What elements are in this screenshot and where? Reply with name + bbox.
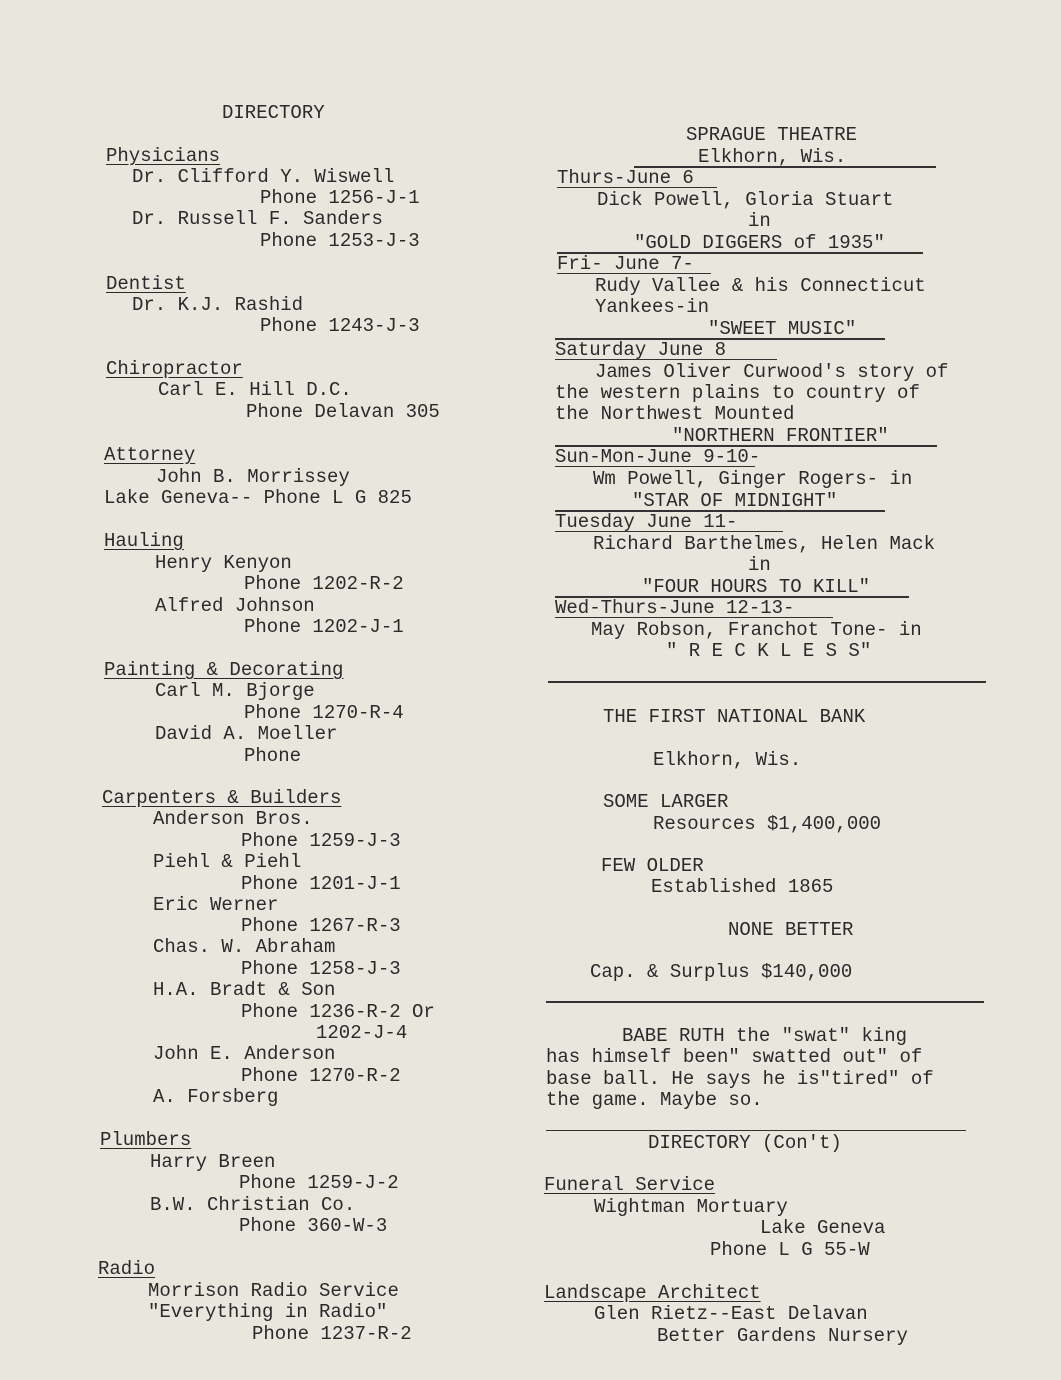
show-date: Tuesday June 11- [555,511,738,533]
show-cast: Dick Powell, Gloria Stuart [597,189,894,211]
painting-name: David A. Moeller [155,723,338,745]
babe-ruth-text: has himself been" swatted out" of [546,1046,923,1068]
section-divider [548,681,986,683]
show-title: " R E C K L E S S" [666,640,872,662]
carpenter-name: John E. Anderson [153,1043,336,1065]
carpenter-name: Piehl & Piehl [153,851,302,873]
bank-location: Elkhorn, Wis. [653,749,802,771]
attorney-heading: Attorney [104,444,196,466]
carpenter-name: Anderson Bros. [153,808,313,830]
carpenter-name: Chas. W. Abraham [153,936,336,958]
physician-name: Dr. Clifford Y. Wiswell [132,166,395,188]
carpenter-phone-alt: 1202-J-4 [316,1022,408,1044]
divider [555,466,755,467]
funeral-heading: Funeral Service [544,1174,716,1196]
radio-slogan: "Everything in Radio" [148,1301,388,1323]
carpenter-phone: Phone 1267-R-3 [241,915,401,937]
painting-phone: Phone 1270-R-4 [244,702,404,724]
chiropractor-heading: Chiropractor [106,358,243,380]
painting-phone: Phone [244,745,302,767]
show-title: "NORTHERN FRONTIER" [672,425,889,447]
chiropractor-name: Carl E. Hill D.C. [158,379,352,401]
bank-older-head: FEW OLDER [601,855,704,877]
bank-name: THE FIRST NATIONAL BANK [603,706,866,728]
theatre-title: SPRAGUE THEATRE [686,124,858,146]
show-title: "FOUR HOURS TO KILL" [642,576,871,598]
section-divider [546,1001,984,1003]
chiropractor-phone: Phone Delavan 305 [246,401,440,423]
plumber-name: Harry Breen [150,1151,276,1173]
section-divider [546,1130,966,1131]
plumbers-heading: Plumbers [100,1129,192,1151]
show-cast: May Robson, Franchot Tone- in [591,619,922,641]
show-date: Thurs-June 6 [557,167,694,189]
divider [557,187,717,188]
carpenter-phone: Phone 1259-J-3 [241,830,401,852]
show-date: Sun-Mon-June 9-10- [555,446,761,468]
show-date: Wed-Thurs-June 12-13- [555,597,795,619]
landscape-name: Glen Rietz--East Delavan [594,1303,868,1325]
dentist-heading: Dentist [106,273,186,295]
babe-ruth-text: the game. Maybe so. [546,1089,763,1111]
babe-ruth-text: BABE RUTH the "swat" king [622,1025,908,1047]
show-in: in [748,210,771,232]
hauling-name: Henry Kenyon [155,552,292,574]
show-title: "SWEET MUSIC" [708,318,857,340]
hauling-name: Alfred Johnson [155,595,315,617]
show-date: Fri- June 7- [557,253,694,275]
bank-surplus: Cap. & Surplus $140,000 [590,961,853,983]
plumber-phone: Phone 1259-J-2 [239,1172,399,1194]
show-description: James Oliver Curwood's story of [595,361,949,383]
physician-phone: Phone 1253-J-3 [260,230,420,252]
physician-phone: Phone 1256-J-1 [260,187,420,209]
carpenter-phone: Phone 1201-J-1 [241,873,401,895]
radio-heading: Radio [98,1258,156,1280]
plumber-phone: Phone 360-W-3 [239,1215,388,1237]
show-title: "STAR OF MIDNIGHT" [632,490,838,512]
physicians-heading: Physicians [106,145,221,167]
show-title: "GOLD DIGGERS of 1935" [634,232,885,254]
carpenter-phone: Phone 1270-R-2 [241,1065,401,1087]
hauling-heading: Hauling [104,530,184,552]
funeral-location: Lake Geneva [760,1217,886,1239]
bank-resources: Resources $1,400,000 [653,813,882,835]
show-in: in [748,554,771,576]
divider [555,359,777,360]
hauling-phone: Phone 1202-J-1 [244,616,404,638]
dentist-phone: Phone 1243-J-3 [260,315,420,337]
bank-larger-head: SOME LARGER [603,791,729,813]
show-description: the Northwest Mounted [555,403,795,425]
divider [555,617,833,618]
funeral-name: Wightman Mortuary [594,1196,788,1218]
theatre-location: Elkhorn, Wis. [698,146,847,168]
babe-ruth-text: base ball. He says he is"tired" of [546,1068,934,1090]
divider [557,273,711,274]
attorney-phone: Lake Geneva-- Phone L G 825 [104,487,412,509]
carpenter-name: A. Forsberg [153,1086,279,1108]
attorney-name: John B. Morrissey [156,466,350,488]
painting-name: Carl M. Bjorge [155,680,315,702]
radio-phone: Phone 1237-R-2 [252,1323,412,1345]
carpenter-phone: Phone 1258-J-3 [241,958,401,980]
directory-title: DIRECTORY [222,102,325,124]
show-cast: Rudy Vallee & his Connecticut [595,275,926,297]
hauling-phone: Phone 1202-R-2 [244,573,404,595]
show-description: the western plains to country of [555,382,920,404]
plumber-name: B.W. Christian Co. [150,1194,356,1216]
carpenter-name: Eric Werner [153,894,279,916]
painting-heading: Painting & Decorating [104,659,344,681]
landscape-business: Better Gardens Nursery [657,1325,908,1347]
funeral-phone: Phone L G 55-W [710,1239,870,1261]
show-date: Saturday June 8 [555,339,727,361]
bank-established: Established 1865 [651,876,834,898]
bank-none-better: NONE BETTER [728,919,854,941]
landscape-heading: Landscape Architect [544,1282,761,1304]
show-cast: Richard Barthelmes, Helen Mack [593,533,936,555]
directory-cont-title: DIRECTORY (Con't) [648,1132,842,1154]
divider [555,531,783,532]
carpenter-phone: Phone 1236-R-2 Or [241,1001,435,1023]
physician-name: Dr. Russell F. Sanders [132,208,383,230]
show-cast: Wm Powell, Ginger Rogers- in [593,468,913,490]
dentist-name: Dr. K.J. Rashid [132,294,304,316]
carpenter-name: H.A. Bradt & Son [153,979,336,1001]
show-cast: Yankees-in [595,296,710,318]
carpenters-heading: Carpenters & Builders [102,787,342,809]
radio-name: Morrison Radio Service [148,1280,399,1302]
